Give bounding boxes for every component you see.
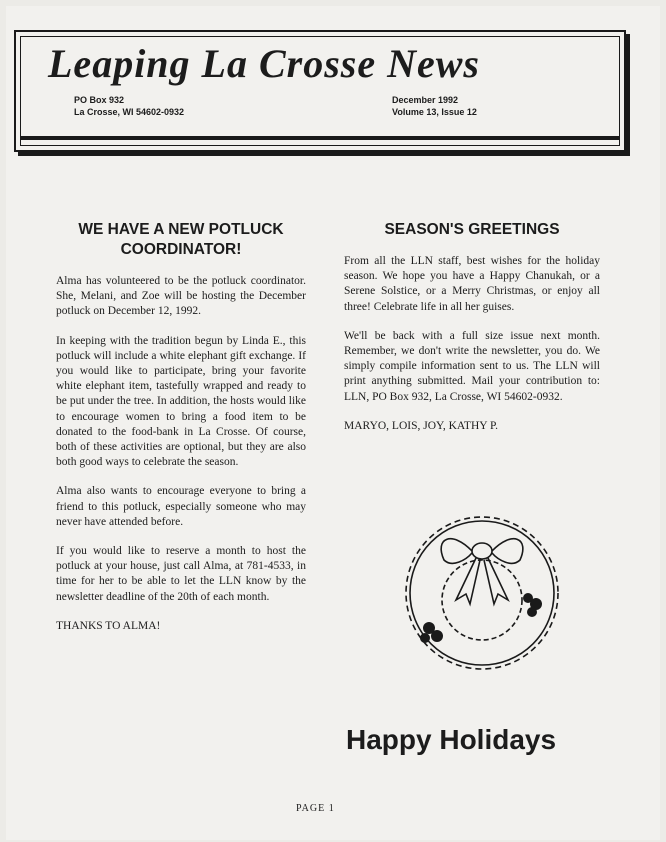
- mailing-address: [74, 94, 184, 118]
- address-line-1: PO Box 932: [74, 95, 125, 105]
- article-paragraph: In keeping with the tradition begun by Linda E., this potluck will include a white elephant gift exchange. If you would like to participate, bring your favorite white elephant item, tastefully wrapped and ready to be put under the tree. In addition, the hosts would like to encourage women to bring a food item to be donated to the food-bank in La Crosse. Of course, both of these activities are optional, but they are also both good ways to celebrate the season.: [56, 334, 306, 469]
- potluck-article: [56, 220, 306, 648]
- wreath-illustration: [382, 508, 582, 678]
- potluck-headline: WE HAVE A NEW POTLUCK COORDINATOR!: [78, 221, 284, 258]
- happy-holidays-banner: Happy Holidays: [346, 724, 557, 755]
- greetings-article: [344, 220, 600, 448]
- address-line-2: La Crosse, WI 54602-0932: [74, 107, 185, 117]
- masthead: [14, 30, 626, 152]
- issue-date: December 1992: [392, 95, 459, 105]
- article-paragraph: We'll be back with a full size issue next month. Remember, we don't write the newsletter, you do. We simply compile information sent to us. The LLN will print anything submitted. Mail your contribution to: LLN, PO Box 932, La Crosse, WI 54602-0932.: [344, 329, 600, 403]
- page-number: PAGE 1: [296, 803, 335, 814]
- article-paragraph: If you would like to reserve a month to host the potluck at your house, just call Alma, at 781-4533, in time for her to be able to let the LLN know by the newsletter deadline of the 20th of each month.: [56, 545, 306, 603]
- article-paragraph: Alma has volunteered to be the potluck coordinator. She, Melani, and Zoe will be hosting the December potluck on December 12, 1992.: [56, 275, 306, 318]
- greetings-headline: SEASON'S GREETINGS: [384, 221, 560, 238]
- article-paragraph: From all the LLN staff, best wishes for the holiday season. We hope you have a Happy Chanukah, or a Serene Solstice, or a Merry Christmas, or enjoy all three! Celebrate life in all her guises.: [344, 255, 600, 313]
- newsletter-title: Leaping La Crosse News: [48, 41, 480, 86]
- issue-info: [392, 94, 477, 118]
- signature: MARYO, LOIS, JOY, KATHY P.: [344, 419, 498, 432]
- article-paragraph: Alma also wants to encourage everyone to bring a friend to this potluck, especially someone who may never have attended before.: [56, 485, 306, 528]
- closing-line: THANKS TO ALMA!: [56, 619, 161, 632]
- issue-volume: Volume 13, Issue 12: [392, 107, 477, 117]
